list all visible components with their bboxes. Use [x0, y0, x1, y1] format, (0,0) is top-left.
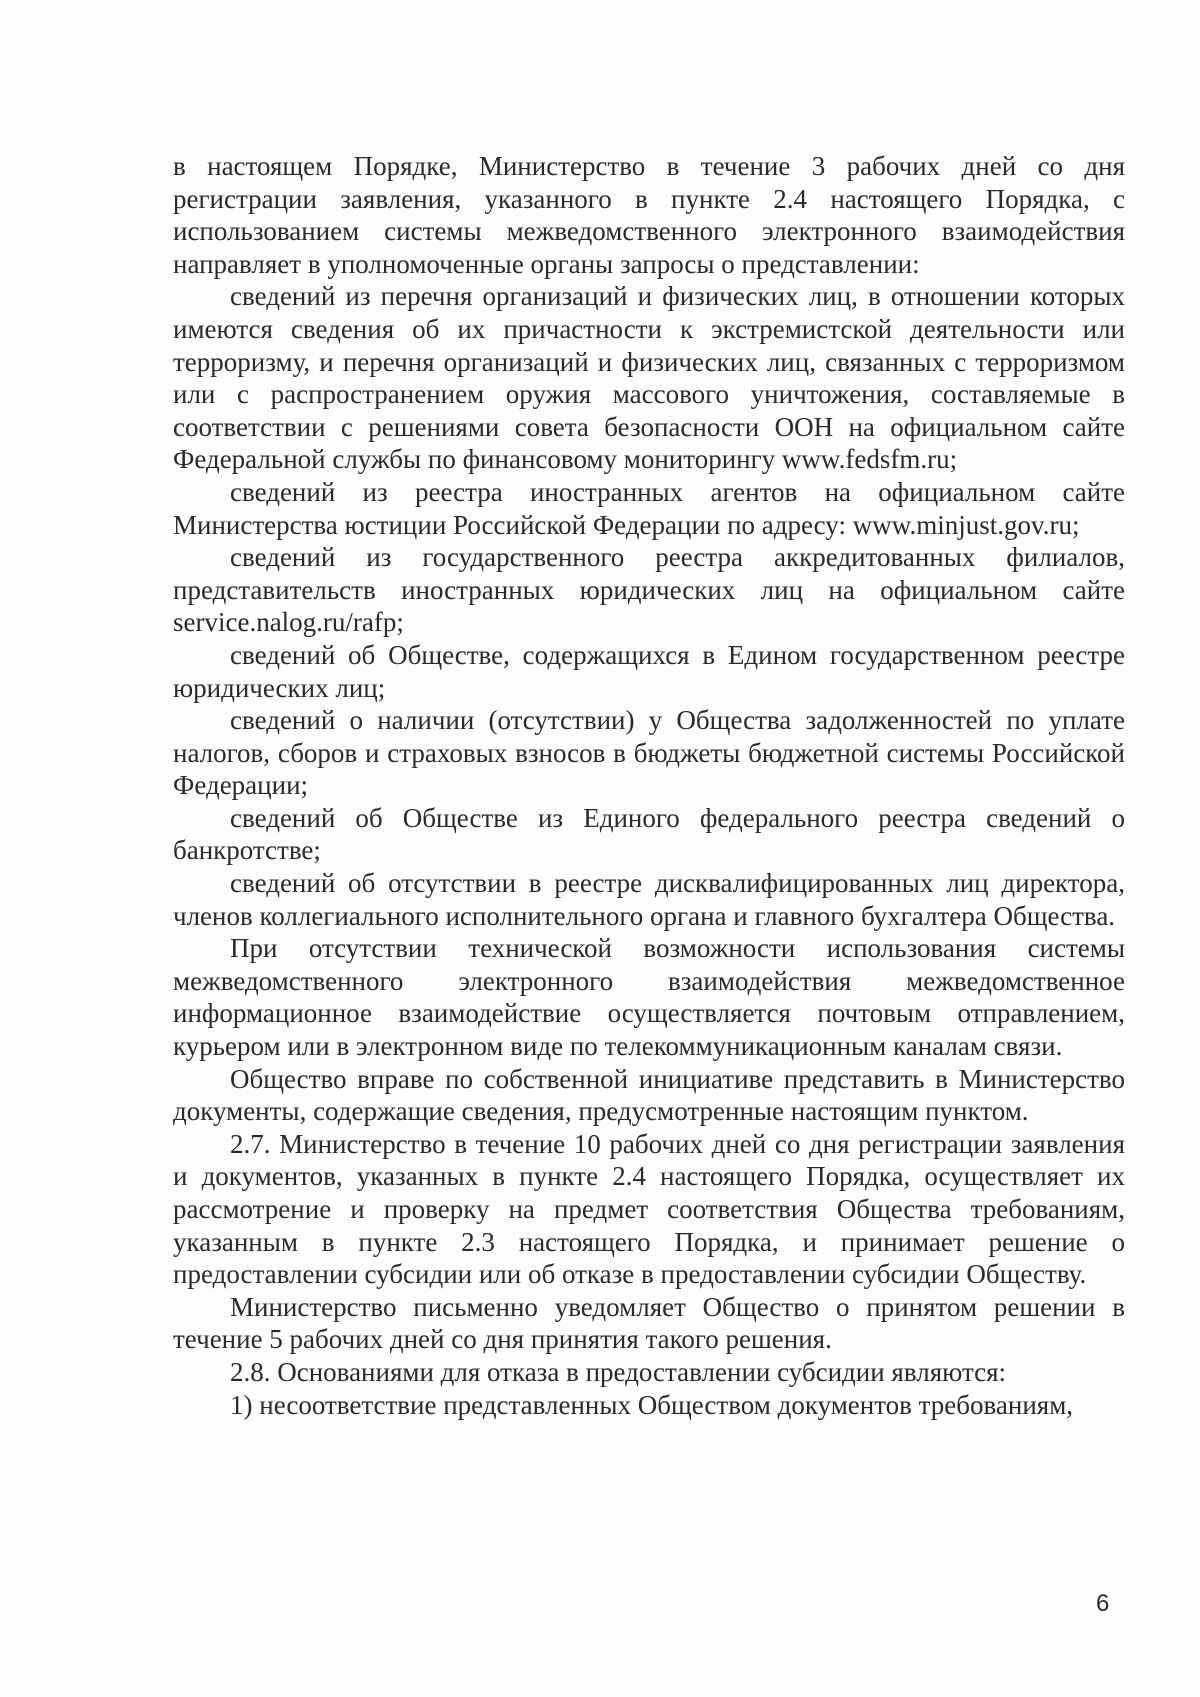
- paragraph-2-7: 2.7. Министерство в течение 10 рабочих дней со дня регистрации заявления и документов, указанных в пункте 2.4 настоящего Порядка, осуществляет их рассмотрение и проверку на предмет соответствия Общества требованиям, указанным в пункте 2.3 настоящего Порядка, и принимает решение о предоставлении субсидии или об отказе в предоставлении субсидии Обществу.: [173, 1128, 1125, 1290]
- paragraph-tax-debts: сведений о наличии (отсутствии) у Общества задолженностей по уплате налогов, сборов и страховых взносов в бюджеты бюджетной системы Российской Федерации;: [173, 705, 1125, 801]
- paragraph-disqualified: сведений об отсутствии в реестре дисквалифицированных лиц директора, членов коллегиального исполнительного органа и главного бухгалтера Общества.: [173, 868, 1125, 931]
- paragraph-bankruptcy: сведений об Обществе из Единого федерального реестра сведений о банкротстве;: [173, 802, 1125, 866]
- paragraph-item-1: 1) несоответствие представленных Обществом документов требованиям,: [230, 1389, 1074, 1420]
- document-body: [173, 150, 1125, 1421]
- paragraph-notification: Министерство письменно уведомляет Общество о принятом решении в течение 5 рабочих дней со дня принятия такого решения.: [173, 1291, 1125, 1355]
- page-number: 6: [1096, 1590, 1110, 1617]
- paragraph-extremism-list: сведений из перечня организаций и физических лиц, в отношении которых имеются сведения об их причастности к экстремистской деятельности или терроризму, и перечня организаций и физических лиц, связанных с терроризмом или с распространением оружия массового уничтожения, составляемые в соответствии с решениями совета безопасности ООН на официальном сайте Федеральной службы по финансовому мониторингу www.fedsfm.ru;: [173, 281, 1125, 475]
- paragraph-2-8: 2.8. Основаниями для отказа в предоставлении субсидии являются:: [230, 1356, 1006, 1387]
- paragraph-egrul: сведений об Обществе, содержащихся в Едином государственном реестре юридических лиц;: [173, 639, 1125, 703]
- paragraph-foreign-agents: сведений из реестра иностранных агентов на официальном сайте Министерства юстиции Российской Федерации по адресу: www.minjust.gov.ru;: [173, 476, 1125, 540]
- paragraph-own-initiative: Общество вправе по собственной инициативе представить в Министерство документы, содержащие сведения, предусмотренные настоящим пунктом.: [173, 1063, 1125, 1127]
- paragraph-intro: в настоящем Порядке, Министерство в течение 3 рабочих дней со дня регистрации заявления, указанного в пункте 2.4 настоящего Порядка, с использованием системы межведомственного электронного взаимодействия направляет в уполномоченные органы запросы о представлении:: [173, 151, 1125, 279]
- paragraph-accredited-branches: сведений из государственного реестра аккредитованных филиалов, представительств иностранных юридических лиц на официальном сайте service.nalog.ru/rafp;: [173, 542, 1125, 638]
- paragraph-no-technical-means: При отсутствии технической возможности использования системы межведомственного электронного взаимодействия межведомственное информационное взаимодействие осуществляется почтовым отправлением, курьером или в электронном виде по телекоммуникационным каналам связи.: [173, 933, 1125, 1062]
